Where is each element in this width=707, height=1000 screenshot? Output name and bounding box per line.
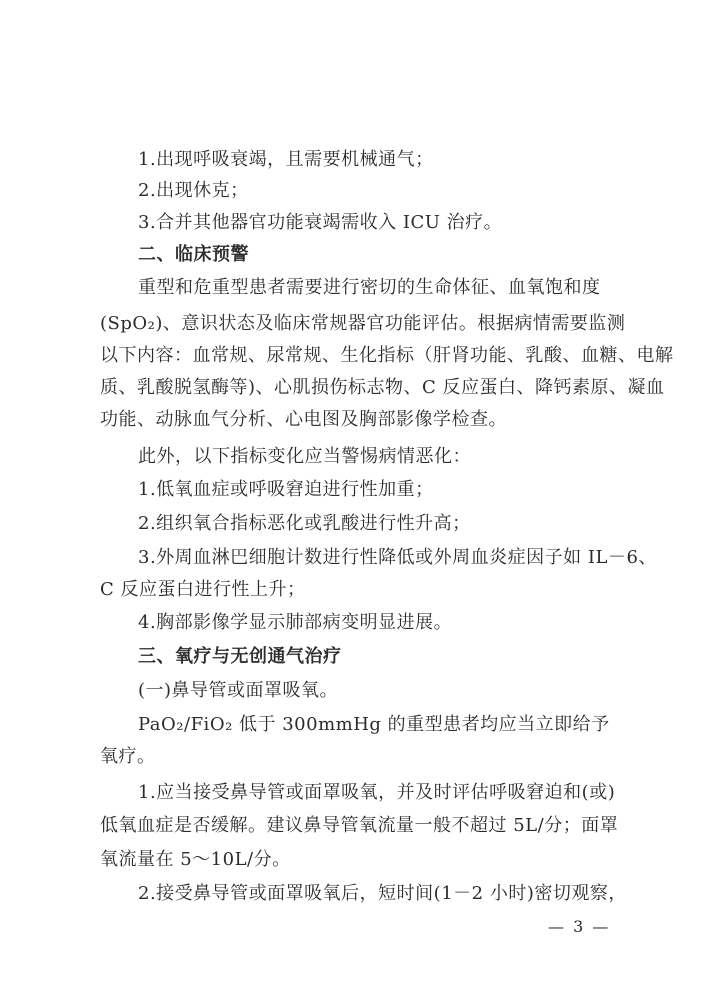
list-item: 1.出现呼吸衰竭，且需要机械通气； [138, 149, 434, 170]
paragraph-line: 氧流量在 5～10L/分。 [100, 849, 291, 870]
paragraph-line: 低氧血症是否缓解。建议鼻导管氧流量一般不超过 5L/分；面罩 [100, 815, 619, 836]
page-number: — 3 — [548, 917, 611, 936]
subsection-heading: (一)鼻导管或面罩吸氧。 [138, 680, 339, 701]
paragraph-line: 氧疗。 [100, 746, 156, 767]
paragraph-line: 功能、动脉血气分析、心电图及胸部影像学检查。 [100, 409, 507, 430]
list-item: 1.低氧血症或呼吸窘迫进行性加重； [138, 479, 434, 500]
paragraph-line: (SpO₂)、意识状态及临床常规器官功能评估。根据病情需要监测 [100, 313, 626, 334]
list-item: 2.出现休克； [138, 180, 249, 201]
section-heading: 三、氧疗与无创通气治疗 [138, 646, 342, 667]
paragraph-line: 以下内容：血常规、尿常规、生化指标（肝肾功能、乳酸、血糖、电解 [100, 345, 674, 366]
paragraph-line: 此外，以下指标变化应当警惕病情恶化： [138, 446, 471, 467]
list-item: 3.合并其他器官功能衰竭需收入 ICU 治疗。 [138, 212, 503, 233]
list-item: 4.胸部影像学显示肺部病变明显进展。 [138, 612, 453, 633]
section-heading: 二、临床预警 [138, 244, 249, 265]
paragraph-line: 质、乳酸脱氢酶等)、心肌损伤标志物、C 反应蛋白、降钙素原、凝血 [100, 377, 665, 398]
paragraph-line: 1.应当接受鼻导管或面罩吸氧，并及时评估呼吸窘迫和(或) [138, 782, 616, 803]
paragraph-line: PaO₂/FiO₂ 低于 300mmHg 的重型患者均应当立即给予 [138, 714, 610, 735]
list-item: C 反应蛋白进行性上升； [100, 579, 306, 600]
paragraph-line: 重型和危重型患者需要进行密切的生命体征、血氧饱和度 [138, 277, 601, 298]
paragraph-line: 2.接受鼻导管或面罩吸氧后，短时间(1－2 小时)密切观察， [138, 883, 627, 904]
list-item: 2.组织氧合指标恶化或乳酸进行性升高； [138, 513, 471, 534]
list-item: 3.外周血淋巴细胞计数进行性降低或外周血炎症因子如 IL－6、 [138, 547, 657, 568]
